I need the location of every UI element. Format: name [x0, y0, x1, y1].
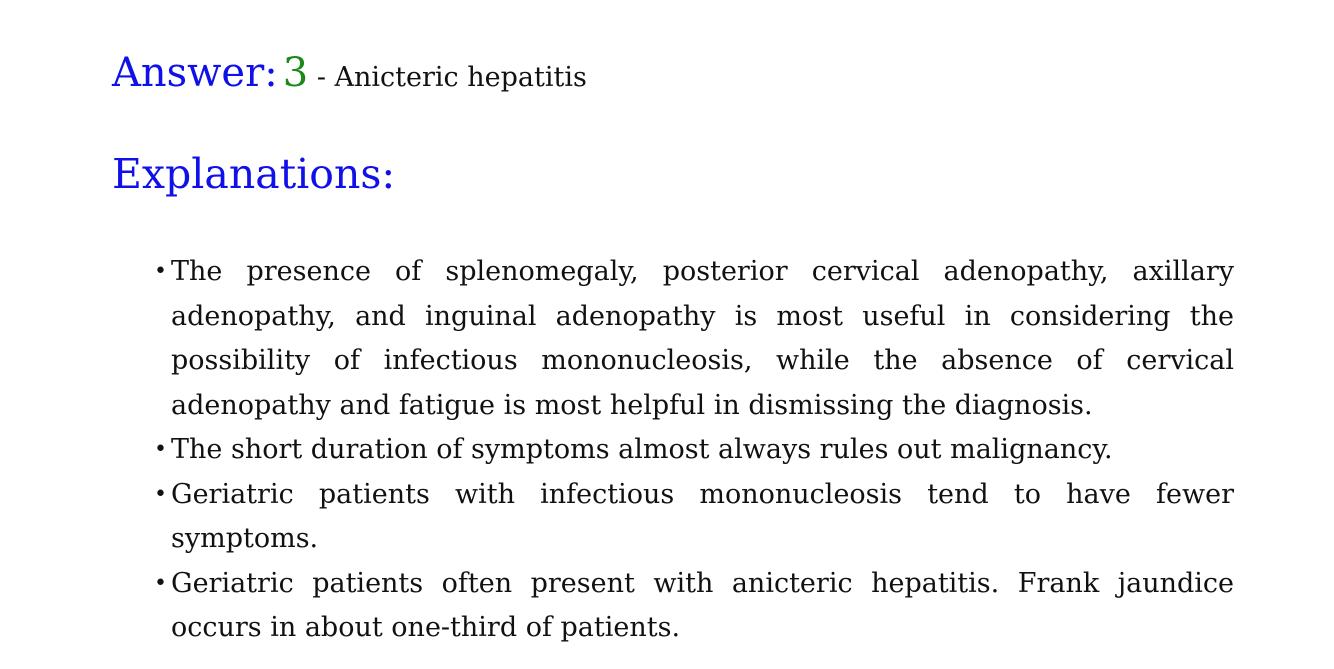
explanation-item — [154, 428, 1234, 473]
answer-line — [112, 50, 587, 96]
explanation-text: The short duration of symptoms almost always rules out malignancy. — [171, 434, 1113, 465]
explanation-text: Geriatric patients with infectious mononucleosis tend to have fewer symptoms. — [171, 478, 1234, 554]
explanation-item — [154, 250, 1234, 428]
answer-label: Answer: — [112, 50, 278, 96]
explanation-text: The presence of splenomegaly, posterior cervical adenopathy, axillary adenopathy, and inguinal adenopathy is most useful in considering the possibility of infectious mononucleosis, while the absence of cervical adenopathy and fatigue is most helpful in dismissing the diagnosis. — [171, 256, 1234, 421]
explanations-heading: Explanations: — [112, 150, 396, 198]
bullet-icon: • — [154, 481, 167, 507]
bullet-icon: • — [154, 259, 167, 284]
bullet-icon: • — [154, 570, 167, 596]
answer-separator: - — [308, 62, 335, 93]
answer-number: 3 — [282, 50, 309, 96]
explanation-list — [154, 250, 1234, 651]
explanation-item — [154, 562, 1234, 651]
explanation-item — [154, 473, 1234, 562]
answer-text: Anicteric hepatitis — [334, 62, 587, 93]
explanation-text: Geriatric patients often present with anicteric hepatitis. Frank jaundice occurs in about one-third of patients. — [171, 567, 1234, 643]
bullet-icon: • — [154, 437, 167, 462]
